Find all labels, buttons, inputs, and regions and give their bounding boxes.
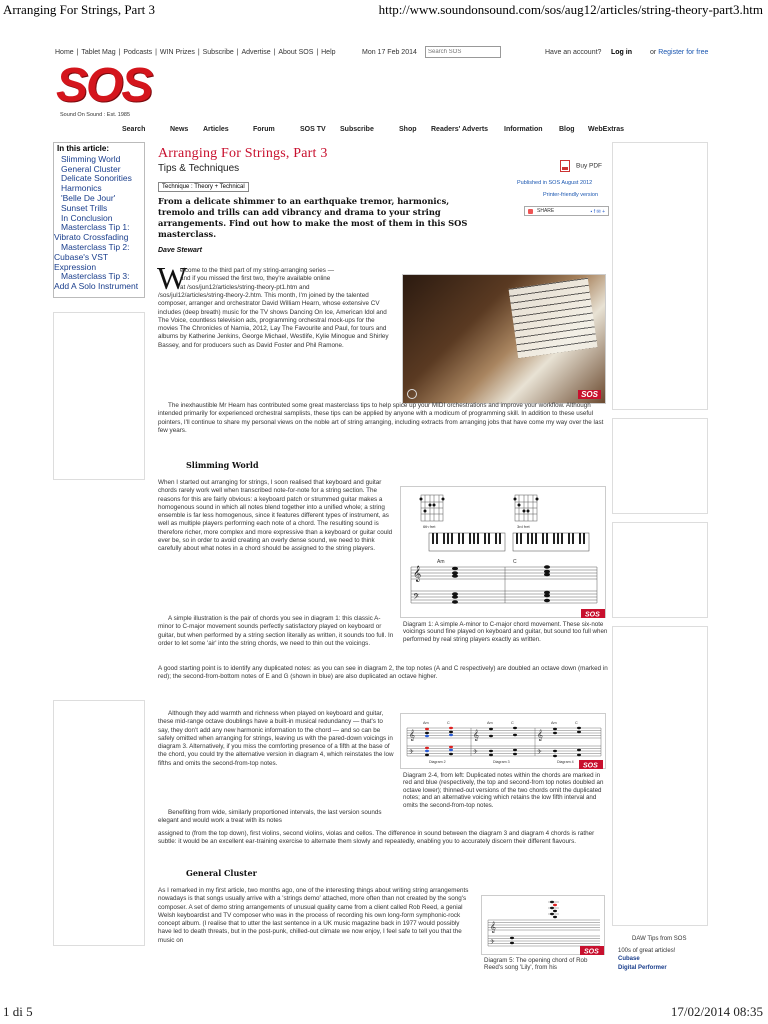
chord-name-am: Am [437, 559, 445, 565]
treble-clef: 𝄞 [413, 566, 422, 582]
subhead-general-cluster: General Cluster [186, 868, 257, 878]
printer-friendly-link[interactable]: Printer-friendly version [543, 192, 599, 198]
nav-information[interactable]: Information [504, 126, 543, 133]
paragraph-6b: assigned to (from the top down), first violins, second violins, violas and cellos. The difference in sound between the diagram 3 and diagram 4 chords is rather subtle: it would be an excellent ear-training exercise to alternate them slowly and repeatedly, enabling you to accurately discern their different flavours. [158, 830, 595, 846]
article-contents [53, 142, 145, 298]
nav-forum[interactable]: Forum [253, 126, 275, 133]
current-date: Mon 17 Feb 2014 [362, 49, 417, 56]
contents-item[interactable]: 'Belle De Jour' [61, 192, 116, 203]
contents-item[interactable]: Cubase's VST [54, 251, 109, 262]
print-datetime: 17/02/2014 08:35 [670, 1004, 763, 1019]
svg-text:𝄞: 𝄞 [473, 730, 479, 741]
published-link[interactable]: Published in SOS August 2012 [517, 180, 593, 186]
diagram-5-caption: Diagram 5: The opening chord of Rob Reed's song 'Lily', from his [484, 957, 588, 972]
sos-watermark: SOS [578, 390, 601, 399]
left-ad-slot [53, 312, 145, 480]
contents-item[interactable]: Masterclass Tip 1: [61, 222, 130, 233]
help-link[interactable]: Help [321, 49, 336, 56]
author-name: Dave Stewart [158, 247, 202, 254]
tablet-mag-link[interactable]: Tablet Mag [81, 49, 116, 56]
diagram-2-label: Diagram 2 [429, 760, 446, 764]
intro-line: at /sos/jun12/articles/string-theory-pt1.htm and [180, 283, 310, 291]
category-label[interactable]: Technique : Theory + Technical [158, 182, 249, 192]
diagram-4-label: Diagram 4 [557, 760, 574, 764]
register-area [650, 49, 708, 56]
svg-text:𝄞: 𝄞 [490, 922, 496, 933]
fret-label-1: 6th fret [423, 524, 436, 529]
nav-shop[interactable]: Shop [399, 126, 417, 133]
drop-cap: W [157, 260, 188, 296]
paragraph-7: As I remarked in my first article, two months ago, one of the interesting things about writing string arrangements nowadays is that songs usually arrive with a 'strings demo' attached, more often than not created by the song's composer. A set of demo string arrangements of unusual quality came from a client called Rob Reed, a genial Welsh keyboardist and TV composer who was in the process of recording his own long-form symphonic-rock concept album. (I realise that to utter the last sentence in a UK music magazine back in 1977 would possibly have led to death threats, but in the post-punk, chilled-out climate we now enjoy, I feel safe to tell you that the music on [158, 887, 469, 944]
svg-text:𝄞: 𝄞 [537, 730, 543, 741]
buy-pdf-label: Buy PDF [576, 162, 603, 170]
home-link[interactable]: Home [55, 49, 74, 56]
diagram-5-graphic [482, 896, 606, 956]
right-ad-slot [612, 418, 708, 514]
svg-text:𝄢: 𝄢 [490, 939, 495, 947]
right-ad-slot [612, 522, 708, 618]
print-header [0, 0, 768, 20]
chord-label: C [511, 721, 514, 725]
chord-label: Am [551, 721, 557, 725]
nav-blog[interactable]: Blog [559, 126, 575, 133]
left-ad-slot [53, 700, 145, 946]
nav-articles[interactable]: Articles [203, 126, 229, 133]
chord-label: C [447, 721, 450, 725]
diagram-2-4[interactable] [400, 713, 606, 769]
logo-tagline: Sound On Sound : Est. 1985 [60, 112, 131, 118]
chord-label: C [575, 721, 578, 725]
fret-label-2: 3rd fret [517, 524, 530, 529]
right-ad-slot [612, 626, 708, 926]
article-title: Arranging For Strings, Part 3 [158, 146, 328, 161]
standfirst: From a delicate shimmer to an earthquake tremor, harmonics, tremolo and trills can add vibrancy and drama to your string arrangements. Find out how to make the most of them in this SOS masterclass. [158, 196, 468, 239]
intro-line: elcome to the third part of my string-arranging series — [180, 267, 334, 274]
nav-webextras[interactable]: WebExtras [588, 126, 625, 133]
contents-item[interactable]: Expression [54, 261, 97, 272]
contents-item[interactable]: In Conclusion [61, 212, 113, 223]
contents-item[interactable]: Sunset Trills [61, 202, 108, 213]
diagram-1[interactable] [400, 486, 606, 618]
intro-first-lines [180, 267, 395, 292]
intro-line: and if you missed the first two, they're available online [180, 275, 331, 283]
podcasts-link[interactable]: Podcasts [123, 49, 153, 56]
svg-text:𝄢: 𝄢 [409, 749, 414, 757]
contents-item[interactable]: Harmonics [61, 183, 102, 194]
logo-text: SOS [56, 59, 152, 112]
nav-readers-adverts[interactable]: Readers' Adverts [431, 126, 489, 133]
nav-search[interactable]: Search [122, 126, 146, 133]
svg-text:𝄢: 𝄢 [473, 749, 478, 757]
diagram-5-logo: SOS [584, 948, 599, 956]
nav-sos-tv[interactable]: SOS TV [300, 126, 326, 133]
contents-item[interactable]: Masterclass Tip 2: [61, 241, 130, 252]
print-title: Arranging For Strings, Part 3 [3, 2, 156, 17]
utility-bar [55, 48, 715, 60]
nav-subscribe[interactable]: Subscribe [340, 126, 374, 133]
digital-performer-link[interactable]: Digital Performer [618, 965, 667, 971]
print-footer [0, 1000, 768, 1024]
social-icons: ▪ f ✉ + [590, 209, 605, 215]
main-nav [122, 126, 642, 138]
chord-name-c: C [513, 559, 517, 565]
buy-pdf-button[interactable] [560, 160, 602, 172]
share-label: SHARE [537, 208, 555, 214]
advertise-link[interactable]: Advertise [241, 49, 271, 56]
diagram-2-logo: SOS [583, 762, 598, 770]
contents-item[interactable]: Delicate Sonorities [61, 173, 132, 184]
diagram-5[interactable] [481, 895, 605, 955]
utility-links: Home | Tablet Mag | Podcasts | WIN Prizes | Subscribe | Advertise | About SOS | Help [55, 49, 336, 56]
subhead-slimming-world: Slimming World [186, 460, 259, 470]
article-subtitle: Tips & Techniques [158, 163, 240, 174]
daw-tips-tagline: 100s of great articles! [618, 948, 676, 954]
diagram-2-4-graphic [401, 714, 607, 770]
chord-label: Am [423, 721, 429, 725]
chord-label: Am [487, 721, 493, 725]
sheet-music [509, 278, 598, 358]
contents-item[interactable]: Add A Solo Instrument [54, 281, 139, 292]
bass-clef: 𝄢 [413, 593, 420, 604]
paragraph-4b: A good starting point is to identify any duplicated notes: as you can see in diagram 2, the top notes (A and C respectively) are doubled an octave down (marked in red); the second-from-bottom notes of E and G (shown in blue) are also duplicated an octave higher. [158, 665, 608, 681]
diagram-1-graphic [401, 487, 607, 619]
print-page-number: 1 di 5 [3, 1004, 33, 1019]
cubase-link[interactable]: Cubase [618, 956, 640, 962]
search-input[interactable] [425, 46, 501, 58]
nav-news[interactable]: News [170, 126, 189, 133]
paragraph-6a: Benefiting from wide, similarly proportioned intervals, the last version sounds elegant and would work a treat with its notes [158, 809, 382, 825]
intro-paragraph: /sos/jul12/articles/string-theory-2.htm. This month, I'm joined by the talented composer, arranger and orchestrator David William Hearn, whose extensive CV includes (deep breath) music for the TV shows Dancing On Ice, American Idol and The Voice, countless television ads, programming orchestral mock-ups for the movies The Chronicles of Narnia, 2012, Lay The Favourite and Paul, for tours and albums by Katherine Jenkins, George Michael, Westlife, Kylie Minogue and Shirley Bassey, and for producers such as David Foster and Phil Ramone. [158, 292, 389, 349]
subscribe-link[interactable]: Subscribe [202, 49, 234, 56]
paragraph-5: Although they add warmth and richness when played on keyboard and guitar, these mid-range octave doublings have a built-in musical redundancy — that's to say, they don't add any new harmonic information to the chord — and so can be safely omitted when arranging for strings, leaving us with the pared-down voicings in diagram 3. Alternatively, if you miss the comforting presence of a fifth at the base of the chord, you could try the alternative version in diagram 4, which reinstates the low fifths and omits the second-from-top notes. [158, 710, 394, 767]
diagram-2-4-caption: Diagram 2-4, from left: Duplicated notes within the chords are marked in red and blue (respectively, the top and second-from top notes doubled an octave lower); thinned-out versions of the two chords omit the duplicated notes; and an alternative voicing which retains the low fifth interval and omits the second-from-top notes. [403, 772, 604, 809]
contents-item[interactable]: General Cluster [61, 163, 121, 174]
paragraph-4a: A simple illustration is the pair of chords you see in diagram 1: this classic A-minor to C-major movement sounds perfectly satisfactory played on keyboard or guitar, but when performed by a string section literally as written, it sounds too full. In order to let some 'air' into the string chords, we need to thin out the voicings. [158, 615, 394, 647]
pdf-icon [560, 160, 570, 172]
contents-item[interactable]: Vibrato Crossfading [54, 232, 129, 243]
register-link[interactable]: Register for free [658, 49, 709, 56]
diagram-1-logo: SOS [585, 611, 600, 619]
svg-text:𝄞: 𝄞 [409, 730, 415, 741]
paragraph-3: When I started out arranging for strings, I soon realised that keyboard and guitar chords rarely work well when transcribed note-for-note for a string section. The reasons for this are fairly obvious: a keyboard patch or strummed guitar makes a homogenous sound in which all notes blend together into a unified whole; a string ensemble is far less homogenous, since it features different types of instrument, as well as multiple players performing each note of a chord. The resulting sound is therefore richer, more complex and more expressive than a keyboard or guitar could ever be, so in order to avoid creating an overly dense sound, we need to think carefully about what notes in a chord should be assigned to the string players. [158, 479, 393, 553]
contents-item[interactable]: Masterclass Tip 3: [61, 271, 130, 282]
svg-text:𝄢: 𝄢 [537, 749, 542, 757]
print-url: http://www.soundonsound.com/sos/aug12/articles/string-theory-part3.htm [378, 2, 763, 17]
zoom-icon[interactable] [407, 389, 417, 399]
about-sos-link[interactable]: About SOS [278, 49, 314, 56]
account-prompt: Have an account? [545, 49, 602, 56]
daw-tips-title: DAW Tips from SOS [632, 936, 687, 942]
right-ad-slot [612, 142, 708, 410]
contents-item[interactable]: Slimming World [61, 153, 121, 164]
contents-heading: In this article: [57, 144, 110, 153]
or-text: or [650, 49, 657, 56]
win-prizes-link[interactable]: WIN Prizes [159, 49, 195, 56]
share-button[interactable] [524, 206, 609, 216]
diagram-1-caption: Diagram 1: A simple A-minor to C-major chord movement. These six-note voicings sound fine played on keyboard and guitar, but sound too full when performed by real string players exactly as written. [403, 621, 608, 643]
diagram-3-label: Diagram 3 [493, 760, 510, 764]
strings-photo[interactable] [402, 274, 606, 404]
sos-logo[interactable] [56, 59, 156, 112]
login-link[interactable]: Log in [611, 49, 632, 56]
paragraph-2: The inexhaustible Mr Hearn has contributed some great masterclass tips to help spice up your MIDI orchestrations and improve your workflow. Although intended primarily for experienced orchestral samplists, these tips can be applied by anyone with a modicum of programming skill. In addition to these useful pointers, I'll continue to share my personal views on the noble art of string arranging, including extracts from arranging jobs that have come my way over the last few years. [158, 402, 604, 434]
